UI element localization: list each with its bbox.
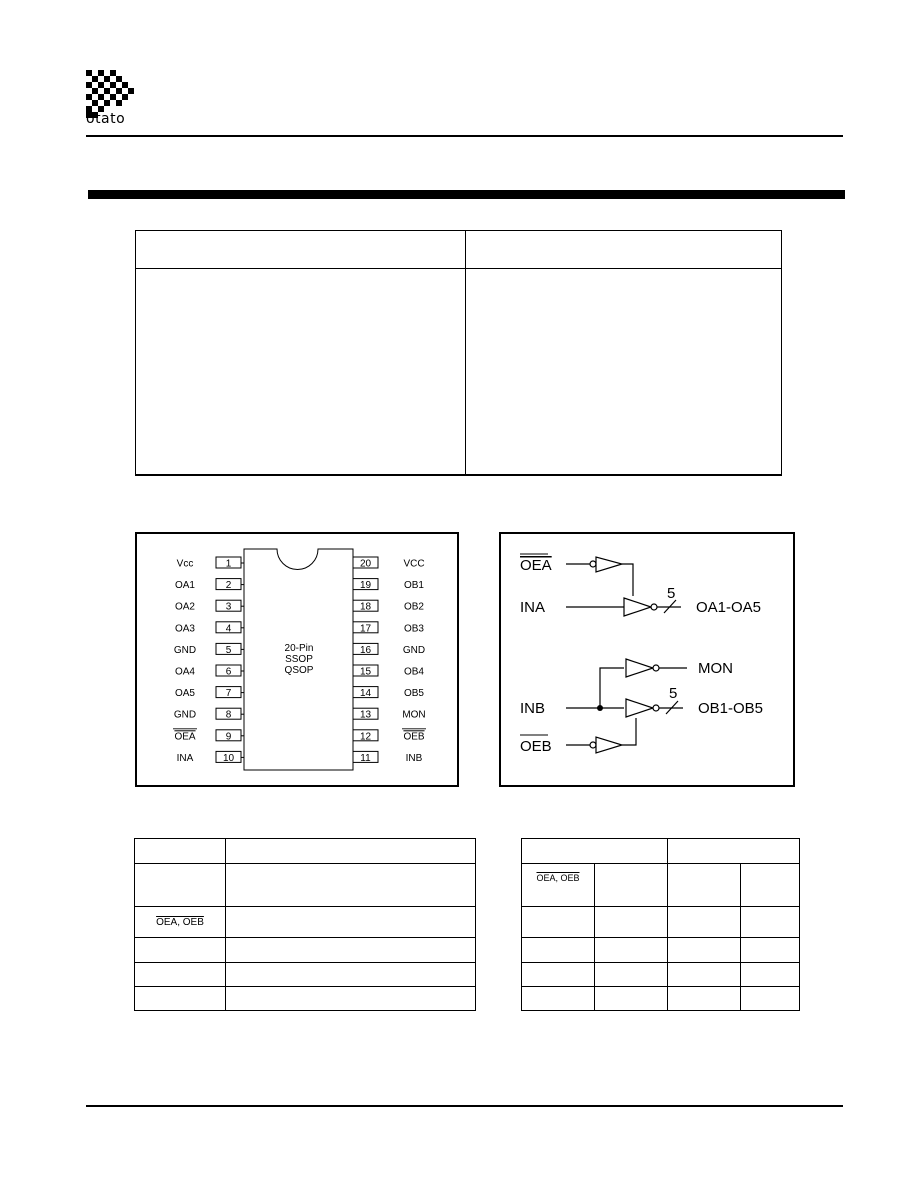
pin-2-number: 2 [225,580,232,592]
oeb-inverter-gate [596,737,622,753]
out-b-label: OB1-OB5 [698,700,764,717]
pin-2-name: OA1 [174,580,196,592]
pin-15-name: OB4 [403,666,425,678]
oe-pin-label [135,907,226,938]
oeb-label: OEB [520,738,552,755]
pin-description-table [134,838,476,1011]
pin-4-number: 4 [225,623,232,635]
package-label-3: QSOP [284,665,314,676]
ina-label: INA [520,599,546,616]
pin-8-number: 8 [225,709,232,721]
pin-10-name: INA [176,752,194,764]
logo-text: otato [86,111,126,127]
logic-diagram-panel [499,532,795,787]
bus-a-width: 5 [667,585,676,602]
pin-configuration-panel [135,532,459,787]
pin-15-number: 15 [359,666,372,678]
junction-dot [597,705,603,711]
pin-13-name: MON [402,709,426,721]
oea-inverter-gate [596,557,622,572]
pin-13-number: 13 [359,709,372,721]
pin-20-number: 20 [359,558,372,570]
pin-3-number: 3 [225,601,232,613]
features-table-header [136,231,781,269]
pin-14-number: 14 [359,688,372,700]
header-rule [86,135,843,137]
features-table-divider [465,231,466,474]
pin-5-number: 5 [225,644,232,656]
pin-19-number: 19 [359,580,372,592]
pin-18-name: OB2 [403,601,425,613]
truth-oe-header-text: OEA, OEB [536,873,580,883]
logic-diagram [501,534,793,785]
pin-6-name: OA4 [174,666,196,678]
pin-6-number: 6 [225,666,232,678]
pin-1-name: Vcc [176,558,194,570]
truth-table [521,838,800,1011]
pin-1-number: 1 [225,558,232,570]
package-label-2: SSOP [285,654,313,665]
out-a-label: OA1-OA5 [696,599,762,616]
pin-9-name: OEA [174,731,196,743]
oea-label: OEA [520,557,552,574]
bus-b-width: 5 [669,685,678,702]
inb-label: INB [520,700,546,717]
pin-11-name: INB [405,752,423,764]
pin-7-number: 7 [225,688,232,700]
package-label-1: 20-Pin [284,643,314,654]
mon-inverter-gate [626,659,653,677]
inb-inverting-buffer [626,699,653,717]
pin-20-name: VCC [403,558,425,570]
pin-12-number: 12 [359,731,372,743]
pin-4-name: OA3 [174,623,196,635]
pin-17-number: 17 [359,623,372,635]
pin-5-name: GND [173,644,197,656]
mon-label: MON [698,660,733,677]
pin-17-name: OB3 [403,623,425,635]
footer-rule [86,1105,843,1107]
features-table [135,230,782,476]
pin-10-number: 10 [222,752,235,764]
pin-18-number: 18 [359,601,372,613]
pinout-diagram [137,534,457,785]
pin-16-name: GND [402,644,426,656]
pin-12-name: OEB [403,731,425,743]
ina-inverting-buffer [624,598,651,616]
pin-14-name: OB5 [403,688,425,700]
pin-9-number: 9 [225,731,232,743]
pin-11-number: 11 [360,752,371,764]
pin-3-name: OA2 [174,601,196,613]
section-bar [88,190,845,199]
pin-19-name: OB1 [403,580,425,592]
oe-pin-label-text: OEA, OEB [156,916,204,928]
pin-8-name: GND [173,709,197,721]
truth-oe-header [522,864,595,907]
pin-16-number: 16 [359,644,372,656]
pin-7-name: OA5 [174,688,196,700]
